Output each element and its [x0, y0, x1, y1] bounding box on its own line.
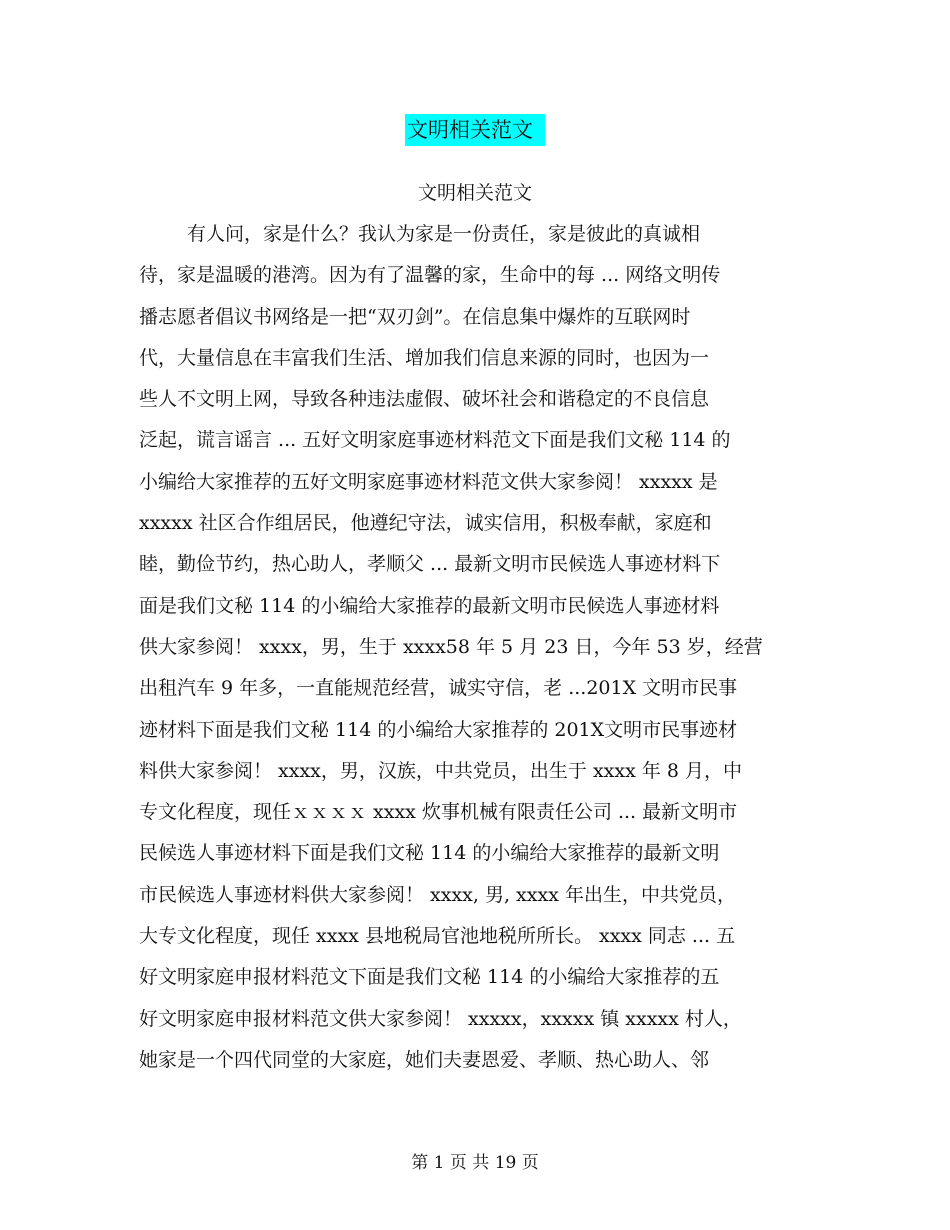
body-line: 料供大家参阅！ xxxx，男，汉族，中共党员，出生于 xxxx 年 8 月，中 [139, 759, 743, 782]
body-line: 待，家是温暖的港湾。因为有了温馨的家，生命中的每 ... 网络文明传 [139, 264, 721, 287]
body-line: 有人问，家是什么？我认为家是一份责任，家是彼此的真诚相 [187, 223, 701, 245]
body-line: 播志愿者倡议书网络是一把“双刃剑”。在信息集中爆炸的互联网时 [139, 305, 691, 328]
body-line: 泛起，谎言谣言 ... 五好文明家庭事迹材料范文下面是我们文秘 114 的 [139, 429, 731, 452]
body-line: 市民候选人事迹材料供大家参阅！ xxxx, 男, xxxx 年出生，中共党员， [139, 883, 736, 906]
body-line: 她家是一个四代同堂的大家庭，她们夫妻恩爱、孝顺、热心助人、邻 [139, 1048, 710, 1071]
document-subtitle: 文明相关范文 [417, 182, 532, 204]
document-title: 文明相关范文 [405, 114, 545, 146]
body-line: 专文化程度，现任ｘｘｘｘ xxxx 炊事机械有限责任公司 ... 最新文明市 [139, 801, 738, 824]
body-line: 民候选人事迹材料下面是我们文秘 114 的小编给大家推荐的最新文明 [139, 842, 720, 865]
body-line: 供大家参阅！ xxxx，男，生于 xxxx58 年 5 月 23 日，今年 53 岁，经营 [139, 635, 763, 658]
body-line: xxxxx 社区合作组居民，他遵纪守法，诚实信用，积极奉献，家庭和 [139, 512, 712, 535]
body-line: 些人不文明上网，导致各种违法虚假、破坏社会和谐稳定的不良信息 [139, 388, 710, 411]
body-line: 大专文化程度，现任 xxxx 县地税局官池地税所所长。 xxxx 同志 ... 五 [139, 925, 736, 948]
body-line: 代，大量信息在丰富我们生活、增加我们信息来源的同时，也因为一 [139, 346, 710, 369]
body-line: 小编给大家推荐的五好文明家庭事迹材料范文供大家参阅！ xxxxx 是 [139, 470, 718, 493]
body-line: 出租汽车 9 年多，一直能规范经营，诚实守信，老 ...201X 文明市民事 [139, 677, 738, 700]
title-container [0, 114, 950, 146]
body-line: 面是我们文秘 114 的小编给大家推荐的最新文明市民候选人事迹材料 [139, 594, 720, 617]
body-line: 好文明家庭申报材料范文下面是我们文秘 114 的小编给大家推荐的五 [139, 966, 720, 989]
page-number-footer: 第 1 页 共 19 页 [411, 1153, 539, 1173]
document-body [139, 218, 819, 1085]
body-line: 好文明家庭申报材料范文供大家参阅！ xxxxx，xxxxx 镇 xxxxx 村人， [139, 1007, 742, 1030]
body-line: 睦，勤俭节约，热心助人，孝顺父 ... 最新文明市民候选人事迹材料下 [139, 553, 721, 576]
body-line: 迹材料下面是我们文秘 114 的小编给大家推荐的 201X文明市民事迹材 [139, 718, 738, 741]
